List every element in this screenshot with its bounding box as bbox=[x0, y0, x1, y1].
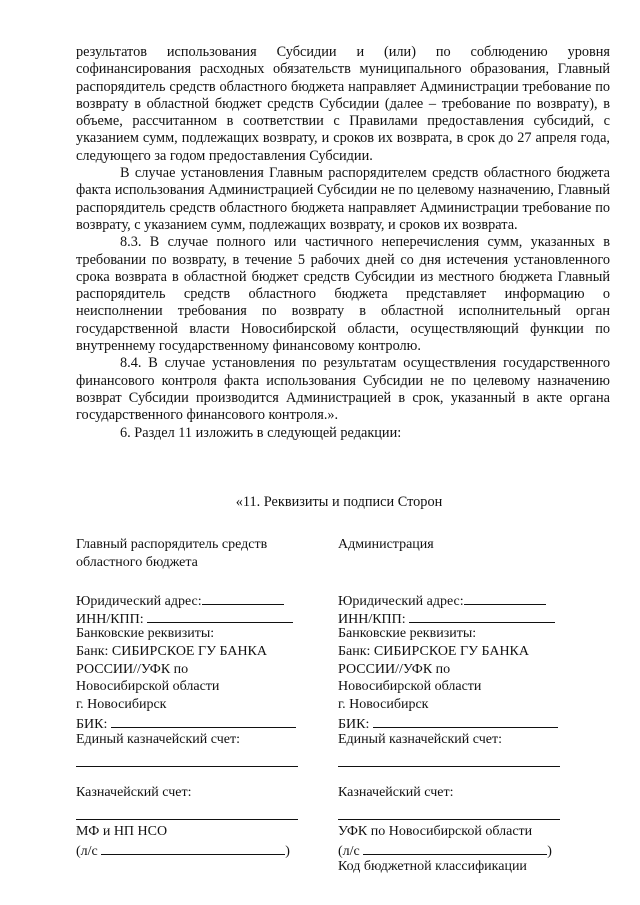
account-prefix: (л/с bbox=[76, 844, 98, 860]
paragraph: 8.4. В случае установления по результатам осуществления государственного финансового контроля факта использования Субсидии не по целевому назначению возврат Субсидии производится Администрацией в срок, указанный в акте органа государственного финансового контроля.». bbox=[76, 355, 610, 424]
account-row bbox=[76, 840, 316, 858]
treasury-blank bbox=[338, 802, 560, 820]
recipient: МФ и НП НСО bbox=[76, 823, 168, 839]
bik-row bbox=[76, 713, 316, 731]
address-label: Юридический адрес: bbox=[338, 594, 464, 610]
bank-line: РОССИИ//УФК по bbox=[76, 661, 189, 677]
document-body bbox=[76, 44, 610, 442]
bik-label: БИК: bbox=[76, 717, 108, 733]
budget-code-label: Код бюджетной классификации bbox=[338, 858, 527, 874]
recipient: УФК по Новосибирской области bbox=[338, 823, 533, 839]
party-title: Администрация bbox=[338, 537, 434, 552]
bank-line: Банк: СИБИРСКОЕ ГУ БАНКА bbox=[76, 643, 268, 659]
account-suffix: ) bbox=[285, 844, 290, 860]
bank-line: Новосибирской области bbox=[338, 679, 482, 695]
bank-line: Новосибирской области bbox=[76, 679, 220, 695]
account-prefix: (л/с bbox=[338, 844, 360, 860]
address-row bbox=[76, 590, 316, 608]
bik-blank bbox=[373, 713, 558, 728]
account-suffix: ) bbox=[547, 844, 552, 860]
bank-details-label: Банковские реквизиты: bbox=[338, 626, 477, 642]
bank-line: г. Новосибирск bbox=[76, 696, 167, 712]
account-row bbox=[338, 840, 578, 858]
paragraph: результатов использования Субсидии и (или) по соблюдению уровня софинансирования расходных обязательств муниципального образования, Главный распорядитель средств областного бюджета направляет Администрации требование по возврату в областной бюджет средств Субсидии (далее – требование по возврату), в объеме, рассчитанном в соответствии с Правилами предоставления субсидий, с указанием сумм, подлежащих возврату, и сроков их возврата, в срок до 27 апреля года, следующего за годом предоставления Субсидии. bbox=[76, 44, 610, 164]
address-blank bbox=[202, 590, 284, 605]
account-blank bbox=[363, 840, 547, 855]
paragraph: В случае установления Главным распорядителем средств областного бюджета факта использования Администрацией Субсидии не по целевому назначению, Главный распорядитель средств областного бюджета направляет Администрации требование по возврату, с указанием сумм, подлежащих возврату, и сроков их возврата. bbox=[76, 165, 610, 233]
paragraph: 6. Раздел 11 изложить в следующей редакции: bbox=[120, 424, 402, 441]
inn-blank bbox=[409, 608, 555, 623]
left-party-column bbox=[76, 536, 316, 858]
inn-label: ИНН/КПП: bbox=[338, 611, 406, 627]
inn-label: ИНН/КПП: bbox=[76, 611, 144, 627]
inn-blank bbox=[147, 608, 293, 623]
inn-row bbox=[338, 608, 578, 626]
bank-line: РОССИИ//УФК по bbox=[338, 661, 451, 677]
paragraph: 8.3. В случае полного или частичного неперечисления сумм, указанных в требовании по возврату, в течение 5 рабочих дней со дня истечения установленного срока возврата в областной бюджет средств Субсидии из местного бюджета Главный распорядитель средств областного бюджета представляет информацию о неисполнении требования по возврату в областной исполнительный орган государственной власти Новосибирской области, осуществляющий функции по внутреннему государственному финансовому контролю. bbox=[76, 234, 610, 355]
bank-line: г. Новосибирск bbox=[338, 696, 429, 712]
bik-row bbox=[338, 713, 578, 731]
inn-row bbox=[76, 608, 316, 626]
bank-line: Банк: СИБИРСКОЕ ГУ БАНКА bbox=[338, 643, 530, 659]
address-blank bbox=[464, 590, 546, 605]
address-label: Юридический адрес: bbox=[76, 594, 202, 610]
treasury-label: Казначейский счет: bbox=[76, 785, 192, 801]
bik-blank bbox=[111, 713, 296, 728]
treasury-blank bbox=[76, 802, 298, 820]
bik-label: БИК: bbox=[338, 717, 370, 733]
treasury-label: Казначейский счет: bbox=[338, 785, 454, 801]
treasury-single-blank bbox=[76, 749, 298, 767]
treasury-single-label: Единый казначейский счет: bbox=[338, 731, 502, 747]
treasury-single-label: Единый казначейский счет: bbox=[76, 731, 240, 747]
address-row bbox=[338, 590, 578, 608]
party-title: Главный распорядитель средств областного бюджета bbox=[76, 537, 268, 570]
section-heading: «11. Реквизиты и подписи Сторон bbox=[235, 494, 443, 510]
right-party-column bbox=[338, 536, 578, 876]
treasury-single-blank bbox=[338, 749, 560, 767]
bank-details-label: Банковские реквизиты: bbox=[76, 626, 215, 642]
account-blank bbox=[101, 840, 285, 855]
